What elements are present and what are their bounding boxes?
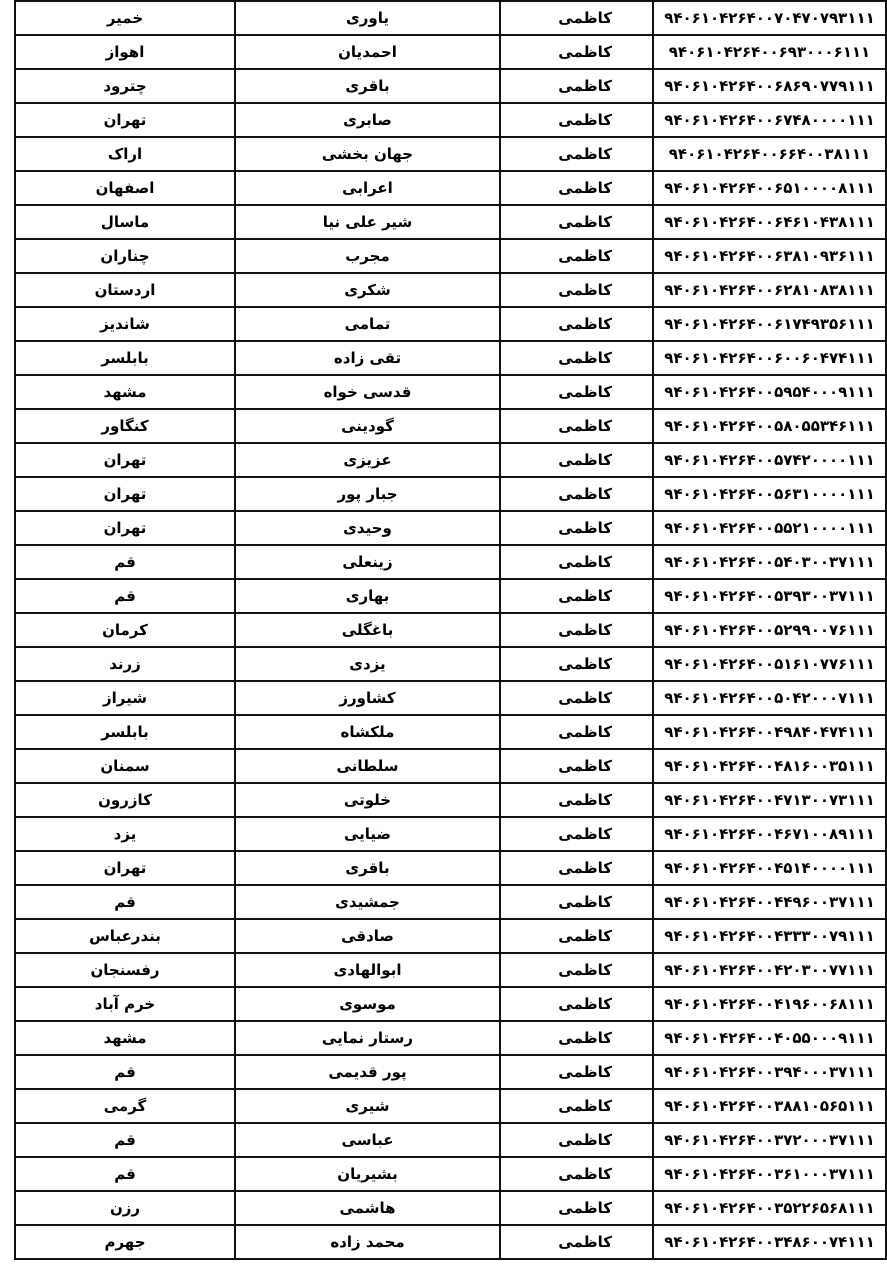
agent-cell: کاظمی xyxy=(500,1225,653,1259)
tracking-number-cell: ۹۴۰۶۱۰۴۲۶۴۰۰۵۷۴۲۰۰۰۰۱۱۱ xyxy=(653,443,886,477)
city-cell: زرند xyxy=(15,647,235,681)
city-cell: مشهد xyxy=(15,1021,235,1055)
city-cell: چترود xyxy=(15,69,235,103)
table-row xyxy=(15,953,886,987)
family-name-cell: شکری xyxy=(235,273,500,307)
family-name-cell: گودینی xyxy=(235,409,500,443)
table-row xyxy=(15,987,886,1021)
table-row xyxy=(15,681,886,715)
agent-cell: کاظمی xyxy=(500,681,653,715)
agent-cell: کاظمی xyxy=(500,613,653,647)
family-name-cell: سلطانی xyxy=(235,749,500,783)
tracking-number-cell: ۹۴۰۶۱۰۴۲۶۴۰۰۴۶۷۱۰۰۸۹۱۱۱ xyxy=(653,817,886,851)
agent-cell: کاظمی xyxy=(500,477,653,511)
tracking-number-cell: ۹۴۰۶۱۰۴۲۶۴۰۰۵۴۰۳۰۰۳۷۱۱۱ xyxy=(653,545,886,579)
family-name-cell: احمدیان xyxy=(235,35,500,69)
tracking-number-cell: ۹۴۰۶۱۰۴۲۶۴۰۰۳۴۸۶۰۰۷۴۱۱۱ xyxy=(653,1225,886,1259)
table-row xyxy=(15,477,886,511)
tracking-number-cell: ۹۴۰۶۱۰۴۲۶۴۰۰۶۶۴۰۰۳۸۱۱۱ xyxy=(653,137,886,171)
agent-cell: کاظمی xyxy=(500,205,653,239)
city-cell: قم xyxy=(15,1157,235,1191)
family-name-cell: هاشمی xyxy=(235,1191,500,1225)
city-cell: بابلسر xyxy=(15,341,235,375)
family-name-cell: مجرب xyxy=(235,239,500,273)
table-row xyxy=(15,817,886,851)
tracking-number-cell: ۹۴۰۶۱۰۴۲۶۴۰۰۵۹۵۴۰۰۰۹۱۱۱ xyxy=(653,375,886,409)
tracking-number-cell: ۹۴۰۶۱۰۴۲۶۴۰۰۶۳۸۱۰۹۳۶۱۱۱ xyxy=(653,239,886,273)
city-cell: خمیر xyxy=(15,1,235,35)
table-row xyxy=(15,35,886,69)
family-name-cell: بشیریان xyxy=(235,1157,500,1191)
city-cell: تهران xyxy=(15,443,235,477)
city-cell: قم xyxy=(15,1123,235,1157)
family-name-cell: جبار پور xyxy=(235,477,500,511)
city-cell: بابلسر xyxy=(15,715,235,749)
family-name-cell: ضیایی xyxy=(235,817,500,851)
tracking-number-cell: ۹۴۰۶۱۰۴۲۶۴۰۰۳۷۲۰۰۰۳۷۱۱۱ xyxy=(653,1123,886,1157)
tracking-number-cell: ۹۴۰۶۱۰۴۲۶۴۰۰۶۹۳۰۰۰۶۱۱۱ xyxy=(653,35,886,69)
family-name-cell: تمامی xyxy=(235,307,500,341)
city-cell: خرم آباد xyxy=(15,987,235,1021)
family-name-cell: باغگلی xyxy=(235,613,500,647)
tracking-number-cell: ۹۴۰۶۱۰۴۲۶۴۰۰۳۵۲۲۶۵۶۸۱۱۱ xyxy=(653,1191,886,1225)
tracking-number-cell: ۹۴۰۶۱۰۴۲۶۴۰۰۵۳۹۳۰۰۳۷۱۱۱ xyxy=(653,579,886,613)
city-cell: چناران xyxy=(15,239,235,273)
tracking-number-cell: ۹۴۰۶۱۰۴۲۶۴۰۰۳۹۴۰۰۰۳۷۱۱۱ xyxy=(653,1055,886,1089)
family-name-cell: زینعلی xyxy=(235,545,500,579)
city-cell: مشهد xyxy=(15,375,235,409)
tracking-number-cell: ۹۴۰۶۱۰۴۲۶۴۰۰۷۰۴۷۰۷۹۳۱۱۱ xyxy=(653,1,886,35)
family-name-cell: خلوتی xyxy=(235,783,500,817)
city-cell: تهران xyxy=(15,477,235,511)
tracking-number-cell: ۹۴۰۶۱۰۴۲۶۴۰۰۶۱۷۴۹۳۵۶۱۱۱ xyxy=(653,307,886,341)
tracking-number-cell: ۹۴۰۶۱۰۴۲۶۴۰۰۵۲۹۹۰۰۷۶۱۱۱ xyxy=(653,613,886,647)
agent-cell: کاظمی xyxy=(500,987,653,1021)
city-cell: اصفهان xyxy=(15,171,235,205)
city-cell: اهواز xyxy=(15,35,235,69)
tracking-number-cell: ۹۴۰۶۱۰۴۲۶۴۰۰۳۸۸۱۰۵۶۵۱۱۱ xyxy=(653,1089,886,1123)
agent-cell: کاظمی xyxy=(500,273,653,307)
tracking-number-cell: ۹۴۰۶۱۰۴۲۶۴۰۰۵۶۳۱۰۰۰۰۱۱۱ xyxy=(653,477,886,511)
city-cell: گرمی xyxy=(15,1089,235,1123)
table-row xyxy=(15,443,886,477)
tracking-number-cell: ۹۴۰۶۱۰۴۲۶۴۰۰۴۷۱۳۰۰۷۳۱۱۱ xyxy=(653,783,886,817)
agent-cell: کاظمی xyxy=(500,239,653,273)
city-cell: یزد xyxy=(15,817,235,851)
tracking-number-cell: ۹۴۰۶۱۰۴۲۶۴۰۰۴۹۸۴۰۴۷۴۱۱۱ xyxy=(653,715,886,749)
table-row xyxy=(15,579,886,613)
tracking-number-cell: ۹۴۰۶۱۰۴۲۶۴۰۰۵۸۰۵۵۳۴۶۱۱۱ xyxy=(653,409,886,443)
tracking-number-cell: ۹۴۰۶۱۰۴۲۶۴۰۰۵۵۲۱۰۰۰۰۱۱۱ xyxy=(653,511,886,545)
family-name-cell: صادقی xyxy=(235,919,500,953)
table-row xyxy=(15,103,886,137)
table-row xyxy=(15,1123,886,1157)
family-name-cell: موسوی xyxy=(235,987,500,1021)
table-row xyxy=(15,69,886,103)
table-row xyxy=(15,749,886,783)
records-table-body xyxy=(15,1,886,1259)
table-row xyxy=(15,511,886,545)
table-row xyxy=(15,1021,886,1055)
table-row xyxy=(15,647,886,681)
family-name-cell: محمد زاده xyxy=(235,1225,500,1259)
agent-cell: کاظمی xyxy=(500,443,653,477)
family-name-cell: قدسی خواه xyxy=(235,375,500,409)
agent-cell: کاظمی xyxy=(500,919,653,953)
agent-cell: کاظمی xyxy=(500,1089,653,1123)
family-name-cell: جمشیدی xyxy=(235,885,500,919)
city-cell: شیراز xyxy=(15,681,235,715)
table-row xyxy=(15,1157,886,1191)
agent-cell: کاظمی xyxy=(500,953,653,987)
table-row xyxy=(15,851,886,885)
family-name-cell: بهاری xyxy=(235,579,500,613)
family-name-cell: عزیزی xyxy=(235,443,500,477)
table-row xyxy=(15,1,886,35)
tracking-number-cell: ۹۴۰۶۱۰۴۲۶۴۰۰۴۸۱۶۰۰۳۵۱۱۱ xyxy=(653,749,886,783)
agent-cell: کاظمی xyxy=(500,1,653,35)
table-row xyxy=(15,1191,886,1225)
table-row xyxy=(15,545,886,579)
city-cell: رزن xyxy=(15,1191,235,1225)
table-row xyxy=(15,1225,886,1259)
agent-cell: کاظمی xyxy=(500,545,653,579)
table-row xyxy=(15,409,886,443)
tracking-number-cell: ۹۴۰۶۱۰۴۲۶۴۰۰۴۵۱۴۰۰۰۰۱۱۱ xyxy=(653,851,886,885)
family-name-cell: شیری xyxy=(235,1089,500,1123)
agent-cell: کاظمی xyxy=(500,647,653,681)
city-cell: قم xyxy=(15,1055,235,1089)
tracking-number-cell: ۹۴۰۶۱۰۴۲۶۴۰۰۴۴۹۶۰۰۳۷۱۱۱ xyxy=(653,885,886,919)
tracking-number-cell: ۹۴۰۶۱۰۴۲۶۴۰۰۶۸۶۹۰۷۷۹۱۱۱ xyxy=(653,69,886,103)
family-name-cell: شیر علی نیا xyxy=(235,205,500,239)
family-name-cell: ملکشاه xyxy=(235,715,500,749)
city-cell: کرمان xyxy=(15,613,235,647)
tracking-number-cell: ۹۴۰۶۱۰۴۲۶۴۰۰۶۵۱۰۰۰۰۸۱۱۱ xyxy=(653,171,886,205)
table-row xyxy=(15,239,886,273)
family-name-cell: باقری xyxy=(235,69,500,103)
agent-cell: کاظمی xyxy=(500,511,653,545)
agent-cell: کاظمی xyxy=(500,851,653,885)
family-name-cell: صابری xyxy=(235,103,500,137)
tracking-number-cell: ۹۴۰۶۱۰۴۲۶۴۰۰۶۰۰۶۰۴۷۴۱۱۱ xyxy=(653,341,886,375)
family-name-cell: ابوالهادی xyxy=(235,953,500,987)
agent-cell: کاظمی xyxy=(500,35,653,69)
table-row xyxy=(15,205,886,239)
city-cell: شاندیز xyxy=(15,307,235,341)
agent-cell: کاظمی xyxy=(500,307,653,341)
agent-cell: کاظمی xyxy=(500,69,653,103)
city-cell: قم xyxy=(15,885,235,919)
tracking-number-cell: ۹۴۰۶۱۰۴۲۶۴۰۰۶۷۴۸۰۰۰۰۱۱۱ xyxy=(653,103,886,137)
tracking-number-cell: ۹۴۰۶۱۰۴۲۶۴۰۰۶۲۸۱۰۸۳۸۱۱۱ xyxy=(653,273,886,307)
table-row xyxy=(15,307,886,341)
city-cell: جهرم xyxy=(15,1225,235,1259)
agent-cell: کاظمی xyxy=(500,749,653,783)
agent-cell: کاظمی xyxy=(500,783,653,817)
table-row xyxy=(15,375,886,409)
agent-cell: کاظمی xyxy=(500,1123,653,1157)
city-cell: کازرون xyxy=(15,783,235,817)
records-table xyxy=(14,0,887,1260)
family-name-cell: عباسی xyxy=(235,1123,500,1157)
city-cell: کنگاور xyxy=(15,409,235,443)
agent-cell: کاظمی xyxy=(500,137,653,171)
family-name-cell: رستار نمایی xyxy=(235,1021,500,1055)
family-name-cell: تقی زاده xyxy=(235,341,500,375)
tracking-number-cell: ۹۴۰۶۱۰۴۲۶۴۰۰۴۰۵۵۰۰۰۹۱۱۱ xyxy=(653,1021,886,1055)
table-row xyxy=(15,885,886,919)
city-cell: سمنان xyxy=(15,749,235,783)
table-row xyxy=(15,273,886,307)
city-cell: ماسال xyxy=(15,205,235,239)
agent-cell: کاظمی xyxy=(500,171,653,205)
agent-cell: کاظمی xyxy=(500,817,653,851)
agent-cell: کاظمی xyxy=(500,341,653,375)
city-cell: تهران xyxy=(15,511,235,545)
city-cell: اردستان xyxy=(15,273,235,307)
agent-cell: کاظمی xyxy=(500,375,653,409)
city-cell: تهران xyxy=(15,103,235,137)
table-row xyxy=(15,1089,886,1123)
tracking-number-cell: ۹۴۰۶۱۰۴۲۶۴۰۰۶۴۶۱۰۴۳۸۱۱۱ xyxy=(653,205,886,239)
table-row xyxy=(15,137,886,171)
family-name-cell: جهان بخشی xyxy=(235,137,500,171)
family-name-cell: باقری xyxy=(235,851,500,885)
tracking-number-cell: ۹۴۰۶۱۰۴۲۶۴۰۰۴۳۳۳۰۰۷۹۱۱۱ xyxy=(653,919,886,953)
family-name-cell: پور قدیمی xyxy=(235,1055,500,1089)
agent-cell: کاظمی xyxy=(500,1191,653,1225)
table-row xyxy=(15,919,886,953)
family-name-cell: یزدی xyxy=(235,647,500,681)
agent-cell: کاظمی xyxy=(500,1055,653,1089)
table-row xyxy=(15,613,886,647)
agent-cell: کاظمی xyxy=(500,409,653,443)
agent-cell: کاظمی xyxy=(500,885,653,919)
tracking-number-cell: ۹۴۰۶۱۰۴۲۶۴۰۰۴۲۰۳۰۰۷۷۱۱۱ xyxy=(653,953,886,987)
family-name-cell: کشاورز xyxy=(235,681,500,715)
agent-cell: کاظمی xyxy=(500,1157,653,1191)
tracking-number-cell: ۹۴۰۶۱۰۴۲۶۴۰۰۳۶۱۰۰۰۳۷۱۱۱ xyxy=(653,1157,886,1191)
agent-cell: کاظمی xyxy=(500,579,653,613)
tracking-number-cell: ۹۴۰۶۱۰۴۲۶۴۰۰۵۰۴۲۰۰۰۷۱۱۱ xyxy=(653,681,886,715)
table-row xyxy=(15,341,886,375)
family-name-cell: اعرابی xyxy=(235,171,500,205)
city-cell: قم xyxy=(15,579,235,613)
tracking-number-cell: ۹۴۰۶۱۰۴۲۶۴۰۰۵۱۶۱۰۷۷۶۱۱۱ xyxy=(653,647,886,681)
city-cell: رفسنجان xyxy=(15,953,235,987)
agent-cell: کاظمی xyxy=(500,1021,653,1055)
city-cell: قم xyxy=(15,545,235,579)
table-row xyxy=(15,783,886,817)
city-cell: اراک xyxy=(15,137,235,171)
table-row xyxy=(15,171,886,205)
family-name-cell: وحیدی xyxy=(235,511,500,545)
family-name-cell: یاوری xyxy=(235,1,500,35)
tracking-number-cell: ۹۴۰۶۱۰۴۲۶۴۰۰۴۱۹۶۰۰۶۸۱۱۱ xyxy=(653,987,886,1021)
agent-cell: کاظمی xyxy=(500,715,653,749)
agent-cell: کاظمی xyxy=(500,103,653,137)
city-cell: بندرعباس xyxy=(15,919,235,953)
table-row xyxy=(15,1055,886,1089)
city-cell: تهران xyxy=(15,851,235,885)
table-row xyxy=(15,715,886,749)
